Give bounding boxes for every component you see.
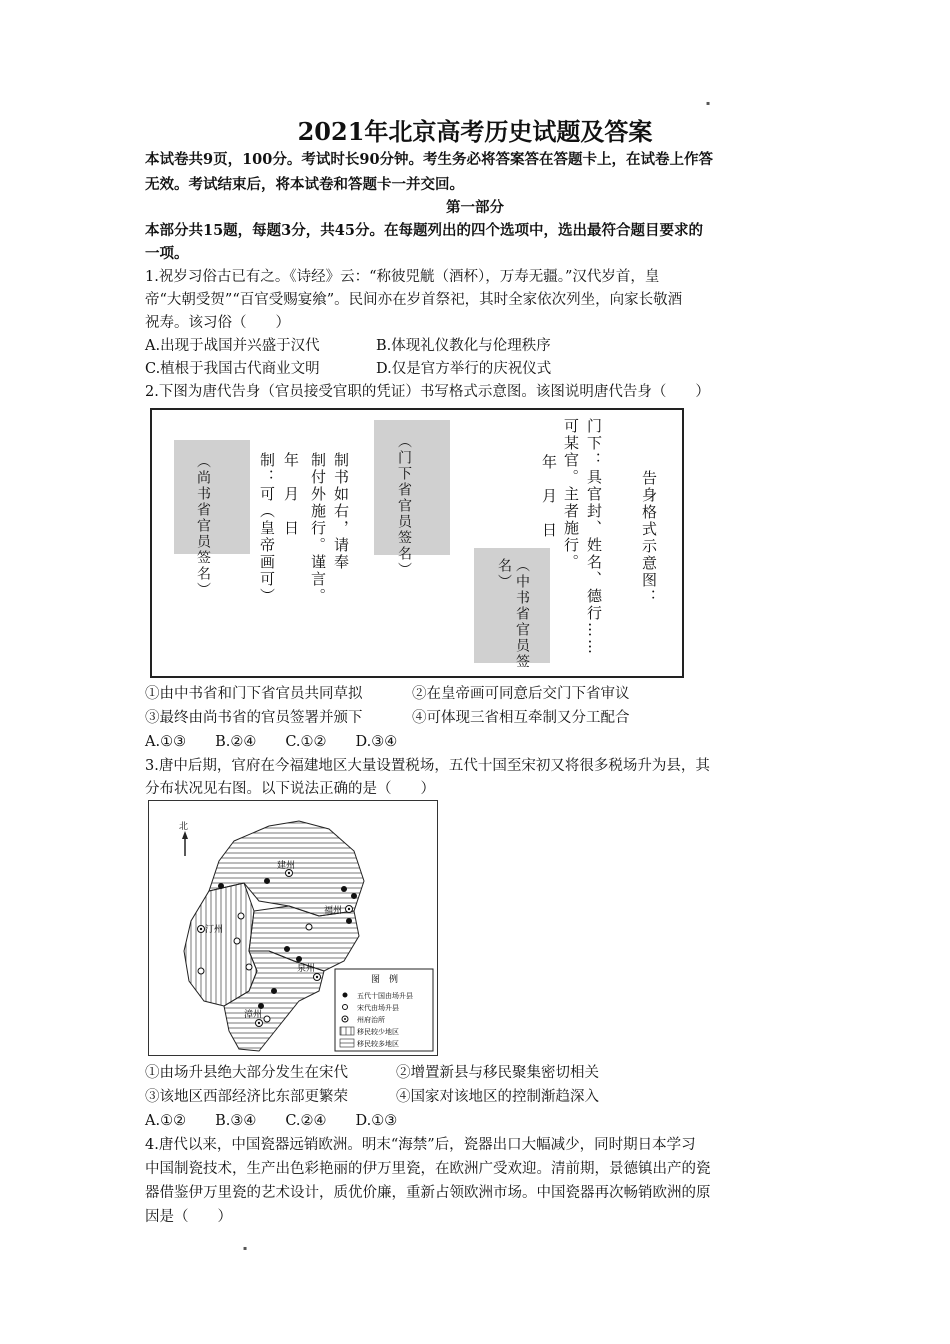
figure-zhongshu-label: （中书省官员签名） [496,558,530,670]
q3-item-1: ①由场升县绝大部分发生在宋代 [145,1065,348,1081]
figure-menxia-label: （门下省官员签名） [396,434,412,578]
q2-item-3: ③最终由尚书省的官员签署并颁下 [145,710,363,726]
exam-intro-line-1: 本试卷共9页，100分。考试时长90分钟。考生务必将答案答在答题卡上，在试卷上作答 [145,151,714,168]
figure-column-menxia: 门下：具官封、姓名、德行…… [585,418,603,656]
west-region [184,883,257,1006]
q3-item-4: ④国家对该地区的控制渐趋深入 [396,1089,599,1105]
city-fuzhou: 福州 [324,906,343,916]
figure-column-kemouguan: 可某官。主者施行。 [562,418,580,571]
figure-column-zhike: 制：可（皇帝画可） [258,452,276,605]
scan-speck-top: ▪ [706,100,711,107]
q1-stem-line-1: 1.祝岁习俗古已有之。《诗经》云：“称彼兕觥（酒杯），万寿无疆。”汉代岁首，皇 [145,269,660,285]
city-tingzhou: 汀州 [205,925,224,935]
figure-column-zhishu: 制书如右，请奉 [332,452,350,571]
city-jianzhou: 建州 [277,861,296,871]
q2-item-1: ①由中书省和门下省官员共同草拟 [145,686,363,702]
q3-item-3: ③该地区西部经济比东部更繁荣 [145,1089,348,1105]
q1-option-d: D.仅是官方举行的庆祝仪式 [376,361,552,377]
legend-item-3: 州府治所 [357,1016,385,1024]
figure-column-date-1: 年 月 日 [540,454,558,539]
page-title: 2021年北京高考历史试题及答案 [297,117,653,146]
q2-item-4: ④可体现三省相互牵制又分工配合 [412,710,630,726]
part-title: 第一部分 [446,199,504,216]
q4-stem-line-1: 4.唐代以来，中国瓷器远销欧洲。明末“海禁”后，瓷器出口大幅减少，同时期日本学习 [145,1137,696,1153]
q4-stem-line-4: 因是（ ） [145,1209,232,1225]
city-quanzhou: 泉州 [297,964,316,974]
q4-stem-line-3: 器借鉴伊万里瓷的艺术设计，质优价廉，重新占领欧洲市场。中国瓷器再次畅销欧洲的原 [145,1185,711,1201]
q1-option-a: A.出现于战国并兴盛于汉代 [145,338,320,354]
q1-option-b: B.体现礼仪教化与伦理秩序 [376,338,551,354]
q4-stem-line-2: 中国制瓷技术，生产出色彩艳丽的伊万里瓷，在欧洲广受欢迎。清前期，景德镇出产的瓷 [145,1161,711,1177]
q2-stem: 2.下图为唐代告身（官员接受官职的凭证）书写格式示意图。该图说明唐代告身（ ） [145,384,710,400]
q3-stem-line-2: 分布状况见右图。以下说法正确的是（ ） [145,781,435,797]
figure-column-zhifu: 制付外施行。谨言。 [309,452,327,605]
q2-item-2: ②在皇帝画可同意后交门下省审议 [412,686,630,702]
part-description-line-2: 一项。 [145,245,189,262]
q1-stem-line-2: 帝“大朝受贺”“百官受赐宴飨”。民间亦在岁首祭祀，其时全家依次列坐，向家长敬酒 [145,292,683,308]
legend-item-2: 宋代由场升县 [357,1004,399,1012]
fujian-map [149,801,437,1055]
figure-column-date-2: 年 月 日 [282,452,300,537]
q2-options: A.①③ B.②④ C.①② D.③④ [145,734,398,750]
shangshu-signature-box [174,440,250,554]
legend-item-5: 移民较多地区 [357,1040,399,1048]
gaoshen-format-figure [150,408,684,678]
legend-item-4: 移民较少地区 [357,1028,399,1036]
q3-options: A.①② B.③④ C.②④ D.①③ [145,1113,398,1129]
scan-speck-bottom: ▪ [243,1245,248,1252]
fujian-map-figure [148,800,438,1056]
q3-stem-line-1: 3.唐中后期，官府在今福建地区大量设置税场，五代十国至宋初又将很多税场升为县，其 [145,758,710,774]
figure-caption: 告身格式示意图： [640,470,658,606]
q3-item-2: ②增置新县与移民聚集密切相关 [396,1065,599,1081]
north-label: 北 [179,822,189,832]
legend-title: 图 例 [371,975,399,985]
exam-intro-line-2: 无效。考试结束后，将本试卷和答题卡一并交回。 [145,176,464,193]
q1-option-c: C.植根于我国古代商业文明 [145,361,320,377]
city-zhangzhou: 漳州 [244,1010,263,1020]
figure-shangshu-label: （尚书省官员签名） [195,454,211,598]
legend-item-1: 五代十国由场升县 [357,992,413,1000]
q1-stem-line-3: 祝寿。该习俗（ ） [145,315,290,331]
part-description-line-1: 本部分共15题，每题3分，共45分。在每题列出的四个选项中，选出最符合题目要求的 [145,222,703,239]
